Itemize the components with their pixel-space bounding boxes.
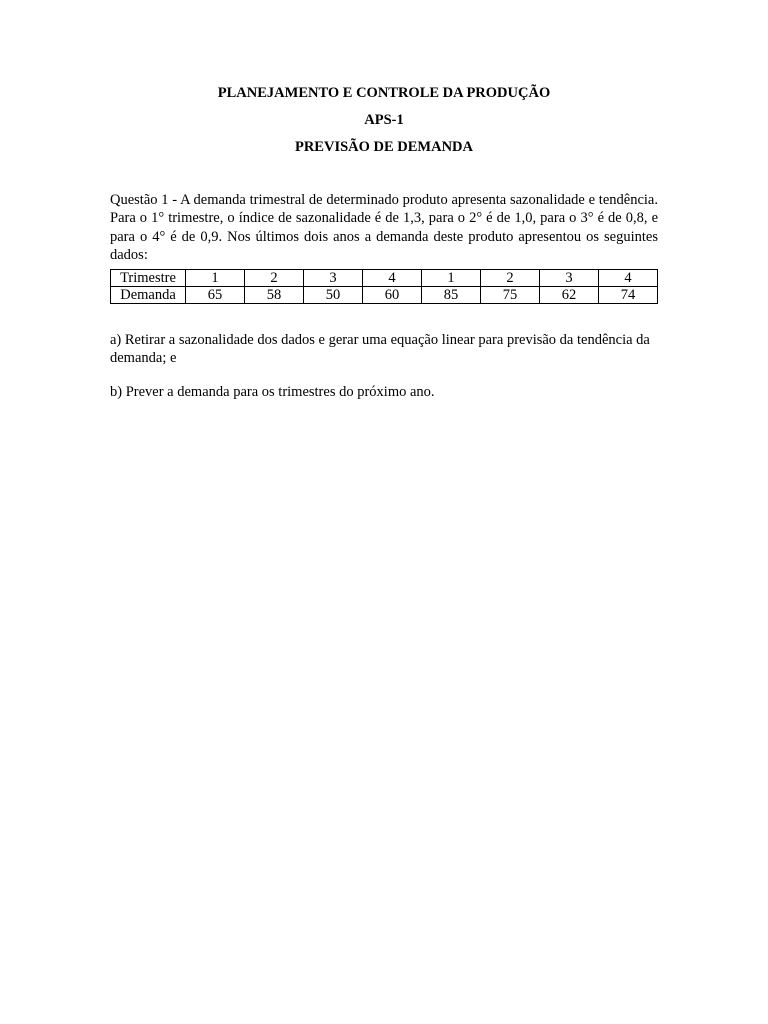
table-row-label: Trimestre [111,270,186,287]
table-cell: 85 [422,287,481,304]
table-row-demanda [111,287,658,304]
document-subtitle: APS-1 [364,112,404,128]
table-cell: 65 [186,287,245,304]
question-text: Questão 1 - A demanda trimestral de determinado produto apresenta sazonalidade e tendência. Para o 1° trimestre, o índice de sazonalidade é de 1,3, para o 2° é de 1,0, para o 3° é de 0,8, e para o 4° é de 0,9. Nos últimos dois anos a demanda deste produto apresentou os seguintes dados: [110,192,658,263]
item-a-text: a) Retirar a sazonalidade dos dados e gerar uma equação linear para previsão da tendência da demanda; e [110,332,650,367]
table-cell: 60 [363,287,422,304]
table-cell: 4 [599,270,658,287]
table-cell: 3 [304,270,363,287]
item-b-text: b) Prever a demanda para os trimestres do próximo ano. [110,384,435,401]
document-topic: PREVISÃO DE DEMANDA [294,139,474,155]
document-page [110,84,658,401]
table-cell: 3 [540,270,599,287]
table-row-trimestre [111,270,658,287]
table-cell: 2 [481,270,540,287]
table-cell: 74 [599,287,658,304]
document-title: PLANEJAMENTO E CONTROLE DA PRODUÇÃO [217,85,551,101]
table-cell: 62 [540,287,599,304]
table-cell: 2 [245,270,304,287]
table-cell: 75 [481,287,540,304]
demand-table [110,269,658,304]
table-cell: 1 [422,270,481,287]
table-row-label: Demanda [111,287,186,304]
table-cell: 50 [304,287,363,304]
table-cell: 1 [186,270,245,287]
table-cell: 58 [245,287,304,304]
table-cell: 4 [363,270,422,287]
